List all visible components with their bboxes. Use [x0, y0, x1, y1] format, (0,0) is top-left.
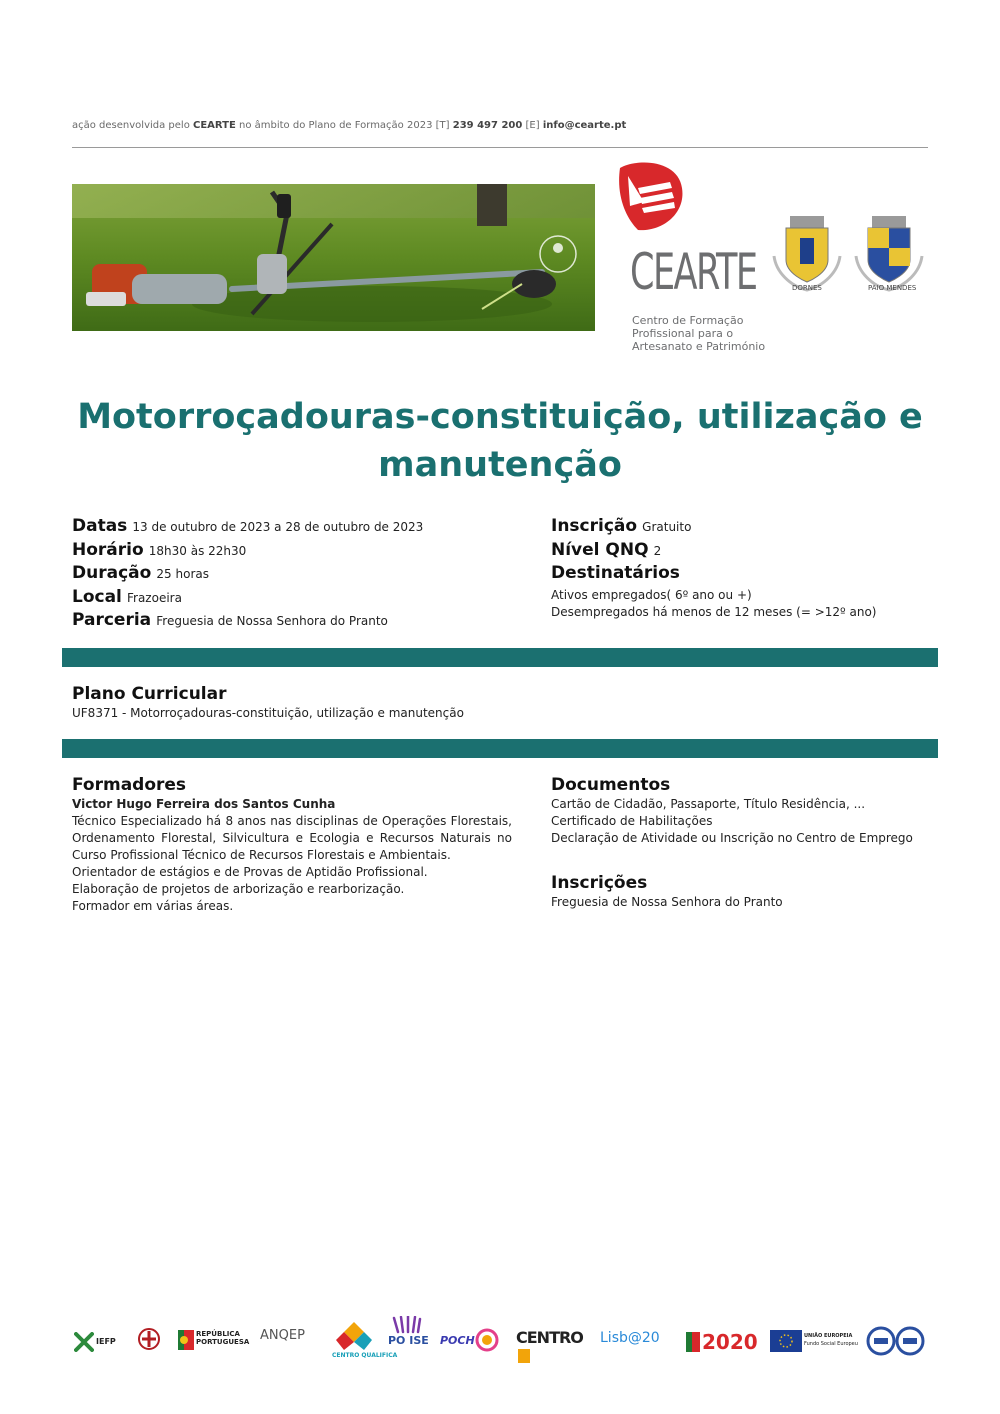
local-value: Frazoeira	[126, 590, 182, 605]
republica-label-2: PORTUGUESA	[196, 1338, 250, 1346]
duracao-label: Duração	[72, 563, 152, 583]
course-title-line-1: Motorroçadouras-constituição, utilização e	[77, 397, 923, 437]
info-local	[72, 587, 532, 611]
cearte-mark-icon	[608, 158, 688, 238]
parceria-label: Parceria	[72, 610, 152, 630]
uniao-europeia-logo	[770, 1330, 858, 1354]
formador-name: Victor Hugo Ferreira dos Santos Cunha	[72, 797, 336, 811]
eu-label-1: UNIÃO EUROPEIA	[804, 1333, 853, 1339]
inscricao-value: Gratuito	[642, 520, 692, 534]
iefp-icon	[74, 1332, 94, 1352]
formador-bio-1: Técnico Especializado há 8 anos nas disciplinas de Operações Florestais, Ordenamento Florestal, Silvicultura e Ecologia e Recursos Naturais no Curso Profissional Técnico de Recursos Florestais e Ambientais.	[72, 814, 512, 862]
formador-bio-4: Formador em várias áreas.	[72, 899, 234, 913]
seals-icon	[866, 1326, 926, 1356]
info-nivel	[551, 540, 951, 564]
header-contact-line	[72, 120, 626, 131]
section-divider-bar-2	[62, 739, 938, 758]
documentos-item-2: Certificado de Habilitações	[551, 814, 713, 828]
cross-icon	[134, 1326, 164, 1356]
eu-label-2: Fundo Social Europeu	[804, 1341, 858, 1347]
cearte-subtitle-line-3: Artesanato e Património	[632, 340, 766, 353]
cearte-subtitle	[632, 314, 765, 353]
po-ise-logo	[388, 1316, 428, 1366]
inscricoes-section	[551, 873, 931, 911]
formadores-section	[72, 775, 512, 915]
parish-crests	[772, 212, 930, 298]
anqep-logo: ANQEP	[260, 1328, 305, 1343]
info-parceria	[72, 610, 532, 634]
brush-cutter-illustration	[72, 184, 595, 331]
iefp-logo	[74, 1332, 122, 1354]
centro-2020-label: CENTRO	[516, 1328, 583, 1347]
poch-logo	[440, 1326, 502, 1356]
crest-label-paio-mendes: PAIO MENDES	[868, 284, 917, 292]
plano-curricular-heading: Plano Curricular	[72, 684, 227, 704]
lisboa-2020-logo: Lisb@20	[600, 1330, 660, 1346]
portugal-2020-logo	[686, 1326, 758, 1356]
republica-portuguesa-logo	[178, 1328, 248, 1354]
social-centre-logo	[134, 1326, 164, 1356]
documentos-item-3: Declaração de Atividade ou Inscrição no Centro de Emprego	[551, 831, 913, 845]
course-title-line-2: manutenção	[378, 445, 622, 485]
phone-number: 239 497 200	[452, 120, 523, 131]
portugal-2020-icon	[686, 1332, 700, 1352]
formadores-heading: Formadores	[72, 775, 187, 795]
local-label: Local	[72, 586, 122, 607]
po-ise-fan-icon	[392, 1316, 422, 1334]
horario-label: Horário	[72, 539, 144, 560]
cearte-subtitle-line-2: Profissional para o	[632, 327, 734, 340]
info-destinatarios	[551, 563, 951, 587]
qualifica-diamond-icon	[334, 1320, 374, 1352]
phone-tag: [T]	[435, 120, 450, 131]
info-horario	[72, 540, 532, 564]
email-address: info@cearte.pt	[542, 120, 627, 131]
parceria-value: Freguesia de Nossa Senhora do Pranto	[156, 614, 388, 628]
seals-logo	[866, 1326, 928, 1356]
republica-label-1: REPÚBLICA	[196, 1330, 240, 1338]
plano-curricular-section	[72, 684, 928, 722]
section-divider-bar-1	[62, 648, 938, 667]
banner-photo	[72, 184, 595, 331]
info-right-column	[551, 516, 951, 621]
eu-flag-icon	[770, 1330, 802, 1352]
iefp-label: IEFP	[96, 1337, 116, 1346]
header-mid-text: no âmbito do Plano de Formação 2023	[239, 120, 433, 131]
centro-qualifica-label: CENTRO QUALIFICA	[332, 1352, 398, 1359]
nivel-value: 2	[653, 543, 662, 558]
inscricoes-heading: Inscrições	[551, 873, 648, 893]
datas-value: 13 de outubro de 2023 a 28 de outubro de 2023	[132, 520, 424, 534]
poch-label: POCH	[440, 1334, 475, 1347]
cearte-wordmark: CEARTE	[630, 243, 757, 301]
header-divider	[72, 147, 928, 148]
inscricoes-item: Freguesia de Nossa Senhora do Pranto	[551, 895, 783, 909]
documentos-item-1: Cartão de Cidadão, Passaporte, Título Residência, ...	[551, 797, 866, 811]
portugal-2020-label: 2020	[702, 1330, 758, 1354]
info-duracao	[72, 563, 532, 587]
inscricao-label: Inscrição	[551, 516, 638, 536]
destinatarios-label: Destinatários	[551, 563, 680, 583]
documentos-section	[551, 775, 931, 847]
datas-label: Datas	[72, 516, 128, 536]
cearte-subtitle-line-1: Centro de Formação	[632, 314, 744, 327]
formador-bio-3: Elaboração de projetos de arborização e rearborização.	[72, 882, 405, 896]
flag-shield-icon	[178, 1330, 194, 1350]
info-inscricao	[551, 516, 951, 540]
duracao-value: 25 horas	[156, 567, 209, 581]
cearte-logo	[608, 158, 768, 358]
po-ise-label: PO ISE	[388, 1334, 429, 1347]
centro-2020-logo	[516, 1328, 588, 1354]
footer-logos	[72, 1312, 928, 1372]
plano-curricular-item: UF8371 - Motorroçadouras-constituição, utilização e manutenção	[72, 706, 464, 720]
centro-qualifica-logo	[332, 1320, 398, 1364]
destinatarios-item-1: Ativos empregados( 6º ano ou +)	[551, 587, 752, 602]
nivel-label: Nível QNQ	[551, 539, 649, 560]
header-org: CEARTE	[193, 120, 236, 131]
header-pre-text: ação desenvolvida pelo	[72, 120, 190, 131]
course-title	[60, 393, 940, 489]
info-datas	[72, 516, 532, 540]
email-tag: [E]	[525, 120, 540, 131]
destinatarios-item-2: Desempregados há menos de 12 meses (= >12º ano)	[551, 604, 877, 619]
crest-label-dornes: DORNES	[792, 284, 822, 292]
info-left-column	[72, 516, 532, 634]
centro-2020-badge	[518, 1349, 530, 1363]
documentos-heading: Documentos	[551, 775, 671, 795]
horario-value: 18h30 às 22h30	[148, 543, 247, 558]
formador-bio-2: Orientador de estágios e de Provas de Aptidão Profissional.	[72, 865, 428, 879]
poch-swirl-icon	[474, 1326, 500, 1354]
